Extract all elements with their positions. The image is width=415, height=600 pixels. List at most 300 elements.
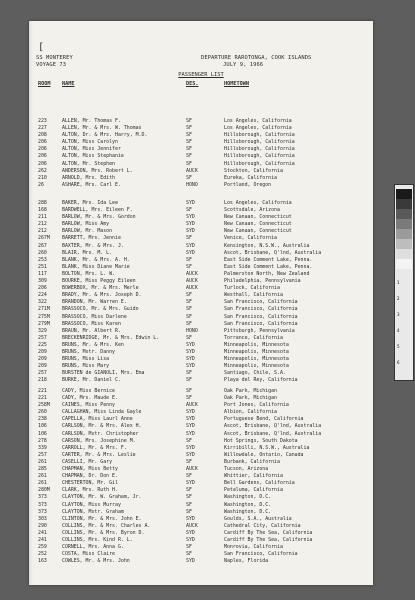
passenger-row [38, 221, 369, 228]
passenger-name: COSTA, Miss Claire [62, 551, 115, 558]
room-number: 218 [38, 377, 47, 384]
destination-code: SYD [186, 200, 195, 206]
passenger-name: COWLES, Mr. & Mrs. John [62, 558, 130, 565]
passenger-row [38, 321, 369, 328]
passenger-name: BRASSOCO, Miss Darlene [62, 313, 127, 320]
passenger-row [38, 480, 369, 487]
passenger-name: CLARK, Mrs. Ruth H. [62, 487, 118, 494]
destination-code: SYD [186, 356, 195, 363]
room-number: 288 [38, 200, 47, 206]
hometown: Philadelphia, Pennsylvania [224, 278, 301, 285]
passenger-row [38, 342, 369, 349]
passenger-name: CAINES, Miss Penny [62, 402, 115, 409]
destination-code: SYD [186, 536, 195, 543]
hometown: Petaluma, California [224, 487, 283, 494]
destination-code: AUCK [186, 466, 198, 473]
passenger-name: ALTON, Miss Stephanie [62, 153, 124, 160]
passenger-name: ALTON, Dr. & Mrs. Harry, M.D. [62, 132, 148, 139]
destination-code: SYD [186, 249, 195, 256]
room-number: 258M [38, 402, 50, 409]
passenger-name: BLAIR, Mrs. M. L. [62, 249, 113, 256]
hometown: Hillsborough, California [224, 153, 295, 160]
hometown: Willowdale, Ontario, Canada [224, 451, 304, 458]
room-number: 262 [38, 167, 47, 174]
room-number: 285 [38, 466, 47, 473]
destination-code: HONO [186, 327, 198, 334]
room-number: 280M [38, 487, 50, 494]
passenger-row [38, 416, 369, 423]
destination-code: SYD [186, 558, 195, 565]
passenger-row [38, 494, 369, 501]
room-number: 290 [38, 522, 47, 529]
hometown: New Canaan, Connecticut [224, 221, 292, 228]
ruler-number: 1 [397, 280, 400, 285]
hometown: New Canaan, Connecticut [224, 214, 292, 221]
passenger-row [38, 175, 369, 182]
passenger-name: CARSON, Mrs. Josephine M. [62, 437, 136, 444]
room-number: 309 [38, 278, 47, 285]
hometown: Cathedral City, California [224, 522, 301, 529]
destination-code: SF [186, 395, 192, 402]
passenger-row [38, 139, 369, 146]
hometown: New Canaan, Connecticut [224, 228, 292, 235]
passenger-name: BARLOW, Mr. Mason [62, 228, 113, 235]
hometown: Port Jones, California [224, 402, 289, 409]
destination-code: SYD [186, 348, 195, 355]
passenger-name: ALTON, Miss Jennifer [62, 146, 121, 153]
passenger-row [38, 257, 369, 264]
hometown: San Francisco, California [224, 313, 298, 320]
passenger-name: BOLTON, Mrs. L. W. [62, 270, 115, 277]
destination-code: SYD [186, 444, 195, 451]
document-title-text: PASSENGER LIST [178, 72, 224, 78]
ruler-number: 5 [397, 344, 400, 349]
passenger-name: COLLINS, Mr. & Mrs. Charles A. [62, 522, 151, 529]
passenger-row [38, 509, 369, 516]
passenger-name: BRECKENRIDGE, Mr. & Mrs. Edwin L. [62, 334, 160, 341]
passenger-row [38, 370, 369, 377]
passenger-name: BAKER, Mrs. Ida Lee [62, 200, 118, 206]
passenger-row [38, 125, 369, 132]
hometown: Hillsborough, California [224, 132, 295, 139]
passenger-name: COLLINS, Mr. & Mrs. Byron D. [62, 529, 145, 536]
room-number: 221 [38, 388, 47, 394]
destination-code: SF [186, 118, 192, 124]
hometown: Washington, D.C. [224, 508, 272, 515]
gray-scale-chip [396, 219, 412, 229]
hometown: Washington, D.C. [224, 494, 272, 501]
passenger-row [38, 530, 369, 537]
destination-code: AUCK [186, 285, 198, 292]
passenger-row [38, 523, 369, 530]
passenger-name: BAXTER, Mr. & Mrs. J. [62, 242, 124, 249]
destination-code: SYD [186, 214, 195, 221]
hometown: Los Angeles, California [224, 118, 292, 124]
passenger-row [38, 207, 369, 214]
hometown: Pittsburgh, Pennsylvania [224, 327, 295, 334]
room-number: 339 [38, 444, 47, 451]
passenger-name: BLANK, Miss Diane Marie [62, 263, 130, 270]
destination-code: SF [186, 473, 192, 480]
color-calibration-card [394, 184, 414, 381]
room-number: 259 [38, 544, 47, 551]
page-edge-shading [29, 21, 33, 585]
room-number: 209 [38, 356, 47, 363]
column-header-name: NAME [62, 81, 75, 87]
hometown: Minneapolis, Minnesota [224, 348, 289, 355]
destination-code: SF [186, 544, 192, 551]
passenger-name: BRAUN, Mr. Albert R. [62, 327, 121, 334]
document-page [29, 21, 373, 585]
room-number: 106 [38, 423, 47, 430]
hometown: Westhall, California [224, 292, 283, 299]
destination-code: SYD [186, 341, 195, 348]
passenger-name: BLANK, Mr. & Mrs. A. H. [62, 256, 130, 263]
passenger-name: ALTON, Miss Carolyn [62, 139, 118, 146]
hometown: Oak Park, Michigan [224, 388, 277, 394]
passenger-row [38, 544, 369, 551]
hometown: Venice, California [224, 235, 277, 242]
destination-code: SF [186, 139, 192, 146]
room-number: 329 [38, 327, 47, 334]
hometown: San Francisco, California [224, 320, 298, 327]
destination-code: SF [186, 256, 192, 263]
destination-code: AUCK [186, 167, 198, 174]
hometown: Los Angeles, California [224, 200, 292, 206]
passenger-name: ARNOLD, Mrs. Edith [62, 174, 115, 181]
passenger-name: CALLAGHAN, Miss Linda Gayle [62, 409, 142, 416]
hometown: Goulds, S.A., Australia [224, 515, 292, 522]
destination-code: SF [186, 263, 192, 270]
room-number: 163 [38, 558, 47, 565]
destination-code: SYD [186, 529, 195, 536]
room-number: 206 [38, 285, 47, 292]
passenger-name: CLAYTON, Mstr. Graham [62, 508, 124, 515]
passenger-name: BURKE, Mr. Daniel C. [62, 377, 121, 384]
gray-scale-chip [396, 199, 412, 209]
passenger-row [38, 235, 369, 242]
hometown: Portuguese Bend, California [224, 416, 304, 423]
passenger-name: BRUNS, Miss Lisa [62, 356, 110, 363]
room-number: 278 [38, 437, 47, 444]
hometown: Washington, D.C. [224, 501, 272, 508]
hometown: Bell Gardens, California [224, 480, 295, 487]
passenger-row [38, 168, 369, 175]
passenger-name: BARDWELL, Mrs. Eileen F. [62, 207, 133, 214]
hometown: Minneapolis, Minnesota [224, 341, 289, 348]
destination-code: SF [186, 207, 192, 214]
passenger-name: BURSTEN de GIANOLI, Mrs. Ema [62, 370, 145, 377]
departure-header [201, 55, 311, 69]
room-number: 251 [38, 263, 47, 270]
destination-code: SF [186, 494, 192, 501]
room-number: 253 [38, 256, 47, 263]
room-number: 206 [38, 146, 47, 153]
room-number: 257 [38, 451, 47, 458]
passenger-row [38, 409, 369, 416]
room-number: 373 [38, 494, 47, 501]
room-number: 209 [38, 348, 47, 355]
passenger-name: CADY, Miss Bernice [62, 388, 115, 394]
departure-port: DEPARTURE RAROTONGA, COOK ISLANDS [201, 55, 312, 61]
passenger-row [38, 214, 369, 221]
room-number: 223 [38, 118, 47, 124]
passenger-name: CHESTERTON, Mr. Gil [62, 480, 118, 487]
passenger-row [38, 551, 369, 558]
passenger-row [38, 292, 369, 299]
room-number: 241 [38, 536, 47, 543]
passenger-name: BRUNS, Mstr. Danny [62, 348, 115, 355]
destination-code: SF [186, 458, 192, 465]
room-number: 206 [38, 160, 47, 167]
destination-code: AUCK [186, 522, 198, 529]
hometown: Ascot, Brisbane, Q'lnd, Australia [224, 423, 322, 430]
destination-code: SF [186, 299, 192, 306]
passenger-row [38, 452, 369, 459]
passenger-name: CAPELLA, Miss Laurl Anne [62, 416, 133, 423]
passenger-name: CARLSON, Mstr. Christopher [62, 430, 139, 437]
passenger-row [38, 516, 369, 523]
hometown: Ascot, Brisbane, Q'lnd, Australia [224, 249, 322, 256]
passenger-row [38, 182, 369, 189]
destination-code: SF [186, 125, 192, 132]
room-number: 227 [38, 125, 47, 132]
ruler-number: 3 [397, 312, 400, 317]
destination-code: SF [186, 313, 192, 320]
destination-code: SF [186, 160, 192, 167]
destination-code: SF [186, 487, 192, 494]
passenger-row [38, 431, 369, 438]
hometown: San Francisco, California [224, 299, 298, 306]
hometown: Hot Springs, South Dakota [224, 437, 298, 444]
passenger-name: BRUNS, Miss Mary [62, 363, 110, 370]
passenger-row [38, 402, 369, 409]
voyage-number: VOYAGE 73 [36, 61, 67, 68]
room-number: 261 [38, 473, 47, 480]
passenger-name: COLLINS, Mrs. Kind R. L. [62, 536, 133, 543]
passenger-name: CORNELL, Mrs. Anna G. [62, 544, 124, 551]
passenger-row [38, 132, 369, 139]
passenger-section-c [38, 388, 369, 565]
passenger-row [38, 388, 369, 395]
gray-scale-chip [396, 259, 412, 269]
hometown: Playa del Rey, California [224, 377, 298, 384]
hometown: Hillsborough, California [224, 139, 295, 146]
ruler-number: 4 [397, 328, 400, 333]
destination-code: SYD [186, 221, 195, 228]
passenger-name: BRASSOCO, Miss Karen [62, 320, 121, 327]
hometown: Cardiff By The Sea, California [224, 536, 313, 543]
hometown: Oak Park, Michigan [224, 395, 277, 402]
passenger-row [38, 377, 369, 384]
hometown: Eureka, California [224, 174, 277, 181]
hometown: Hillsborough, California [224, 146, 295, 153]
hometown: Santiago, Chile, S.A. [224, 370, 286, 377]
room-number: 261 [38, 480, 47, 487]
room-number: 271M [38, 306, 50, 313]
ruler-number: 6 [397, 360, 400, 365]
room-number: 257 [38, 334, 47, 341]
passenger-row [38, 423, 369, 430]
hometown: Monrovia, California [224, 544, 283, 551]
destination-code: AUCK [186, 402, 198, 409]
room-number: 212 [38, 228, 47, 235]
hometown: East Side Comment Lake, Penna. [224, 263, 313, 270]
room-number: 275M [38, 313, 50, 320]
passenger-row [38, 558, 369, 565]
passenger-row [38, 271, 369, 278]
passenger-row [38, 161, 369, 168]
destination-code: SYD [186, 416, 195, 423]
passenger-row [38, 445, 369, 452]
destination-code: SYD [186, 430, 195, 437]
room-number: 279M [38, 320, 50, 327]
destination-code: SF [186, 334, 192, 341]
destination-code: SF [186, 501, 192, 508]
hometown: Los Angeles, California [224, 125, 292, 132]
passenger-name: BRUNS, Mr. & Mrs. Ken [62, 341, 124, 348]
hometown: Torrance, California [224, 334, 283, 341]
gray-scale-chip [396, 229, 412, 239]
hometown: Palmerston North, New Zealand [224, 270, 310, 277]
destination-code: SF [186, 370, 192, 377]
room-number: 117 [38, 270, 47, 277]
room-number: 208 [38, 132, 47, 139]
hometown: Kensington, N.S.W., Australia [224, 242, 310, 249]
destination-code: SF [186, 508, 192, 515]
ship-voyage-header [36, 55, 73, 69]
destination-code: SF [186, 306, 192, 313]
passenger-row [38, 118, 369, 125]
destination-code: SYD [186, 451, 195, 458]
hometown: Stockton, California [224, 167, 283, 174]
ship-name: SS MONTEREY [36, 55, 73, 61]
room-number: 225 [38, 341, 47, 348]
destination-code: SYD [186, 515, 195, 522]
passenger-name: CLAYTON, Mr. W. Graham, Jr. [62, 494, 142, 501]
passenger-name: ALLEN, Mr. Thomas F. [62, 118, 121, 124]
destination-code: SYD [186, 242, 195, 249]
room-number: 322 [38, 299, 47, 306]
passenger-name: CARLSON, Mr. & Mrs. Alex H. [62, 423, 142, 430]
hometown: Ascot, Brisbane, Q'lnd, Australia [224, 430, 322, 437]
corner-bracket-mark: [ [38, 42, 45, 53]
room-number: 209 [38, 363, 47, 370]
passenger-row [38, 363, 369, 370]
passenger-name: CARTER, Mr. & Mrs. Leslie [62, 451, 136, 458]
passenger-row [38, 502, 369, 509]
column-header-des: DES. [186, 81, 199, 87]
hometown: San Francisco, California [224, 306, 298, 313]
column-header-hometown: HOMETOWN [224, 81, 249, 87]
hometown: Albion, California [224, 409, 277, 416]
room-number: 303 [38, 515, 47, 522]
gray-scale-chip [396, 239, 412, 249]
passenger-row [38, 438, 369, 445]
room-number: 168 [38, 207, 47, 214]
destination-code: SF [186, 146, 192, 153]
passenger-row [38, 537, 369, 544]
room-number: 206 [38, 153, 47, 160]
room-number: 26 [38, 181, 44, 188]
destination-code: SF [186, 174, 192, 181]
passenger-name: BOWERBOX, Mr. & Mrs. Merle [62, 285, 139, 292]
destination-code: SF [186, 320, 192, 327]
passenger-name: CLINTON, Mr. & Mrs. John E. [62, 515, 142, 522]
document-title [29, 72, 373, 79]
destination-code: SF [186, 292, 192, 299]
passenger-row [38, 466, 369, 473]
destination-code: AUCK [186, 270, 198, 277]
hometown: San Francisco, California [224, 551, 298, 558]
room-number: 212 [38, 221, 47, 228]
passenger-section-b [38, 200, 369, 384]
hometown: Turlock, California [224, 285, 280, 292]
destination-code: AUCK [186, 278, 198, 285]
passenger-row [38, 487, 369, 494]
passenger-name: BRANDON, Mr. Warren E. [62, 299, 127, 306]
passenger-name: ANDERSON, Mrs. Robert L. [62, 167, 133, 174]
gray-scale-chip [396, 209, 412, 219]
passenger-row [38, 285, 369, 292]
room-number: 252 [38, 551, 47, 558]
destination-code: SF [186, 377, 192, 384]
passenger-row [38, 228, 369, 235]
passenger-name: CHAPMAN, Dr. Don E. [62, 473, 118, 480]
destination-code: HONO [186, 181, 198, 188]
passenger-name: CASELLI, Mr. Gary [62, 458, 113, 465]
hometown: Minneapolis, Minnesota [224, 363, 289, 370]
passenger-name: CHAPMAN, Miss Betty [62, 466, 118, 473]
room-number: 261 [38, 458, 47, 465]
gray-scale-chip [396, 249, 412, 259]
passenger-row [38, 250, 369, 257]
destination-code: SF [186, 551, 192, 558]
passenger-name: ALTON, Mr. Stephen [62, 160, 115, 167]
passenger-row [38, 306, 369, 313]
passenger-row [38, 146, 369, 153]
passenger-name: CLAYTON, Miss Murray [62, 501, 121, 508]
room-number: 106 [38, 430, 47, 437]
destination-code: SYD [186, 480, 195, 487]
room-number: 211 [38, 214, 47, 221]
passenger-row [38, 328, 369, 335]
room-number: 257 [38, 370, 47, 377]
room-number: 260 [38, 409, 47, 416]
hometown: Portland, Oregon [224, 181, 272, 188]
room-number: 267M [38, 235, 50, 242]
hometown: Burbank, California [224, 458, 280, 465]
passenger-name: BOURKE, Miss Peggy Eileen [62, 278, 136, 285]
passenger-name: BARRETT, Mrs. Jennie [62, 235, 121, 242]
passenger-section-a [38, 118, 369, 189]
hometown: Minneapolis, Minnesota [224, 356, 289, 363]
destination-code: SYD [186, 423, 195, 430]
passenger-row [38, 356, 369, 363]
room-number: 241 [38, 529, 47, 536]
hometown: Cardiff By The Sea, California [224, 529, 313, 536]
column-header-room: ROOM [38, 81, 51, 87]
passenger-row [38, 314, 369, 321]
passenger-name: CARROLL, Mr. & Mrs. F. [62, 444, 127, 451]
passenger-row [38, 153, 369, 160]
passenger-row [38, 278, 369, 285]
passenger-row [38, 459, 369, 466]
ruler-number: 2 [397, 296, 400, 301]
passenger-name: ASHARE, Mrs. Carl E. [62, 181, 121, 188]
passenger-row [38, 473, 369, 480]
passenger-name: BRADY, Mr. & Mrs. Joseph D. [62, 292, 142, 299]
